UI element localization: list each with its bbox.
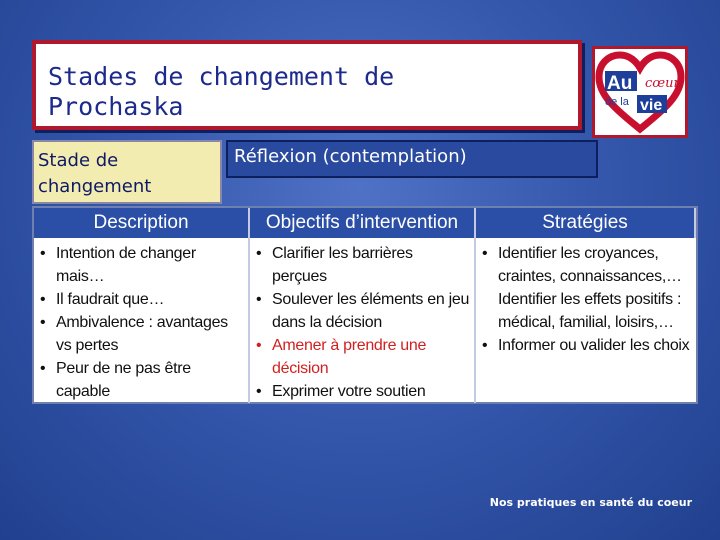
header-description: Description (34, 208, 250, 238)
list-item-highlighted: • Amener à prendre une décision (254, 334, 470, 380)
list-item: • Informer ou valider les choix (480, 334, 692, 357)
list-item: • Clarifier les barrières perçues (254, 242, 470, 288)
logo-text-vie: vie (640, 97, 663, 114)
stages-table (32, 206, 698, 404)
header-objectifs: Objectifs d’intervention (250, 208, 476, 238)
footer-tagline: Nos pratiques en santé du coeur (489, 496, 692, 509)
description-cell (34, 238, 250, 403)
logo-text-de-la: de la (605, 96, 629, 108)
au-coeur-de-la-vie-logo (592, 46, 688, 138)
title-box (32, 40, 582, 130)
list-item: • Identifier les croyances, craintes, connaissances,… (480, 242, 692, 288)
list-item: • Exprimer votre soutien (254, 380, 470, 403)
stage-label: Stade de changement (32, 140, 222, 204)
list-item: • Ambivalence : avantages vs pertes (38, 311, 244, 357)
list-item: Identifier les effets positifs : médical, familial, loisirs,… (498, 291, 682, 331)
stage-value: Réflexion (contemplation) (226, 140, 598, 178)
slide-title: Stades de changement de Prochaska (48, 62, 395, 121)
list-item: • Peur de ne pas être capable (38, 357, 244, 403)
header-strategies: Stratégies (476, 208, 696, 238)
list-item: • Il faudrait que… (38, 288, 244, 311)
objectifs-cell (250, 238, 476, 403)
heart-logo-icon (595, 49, 685, 135)
logo-text-coeur: cœur (645, 76, 680, 91)
strategies-cell (476, 238, 696, 403)
logo-text-au: Au (607, 73, 633, 94)
list-item: • Intention de changer mais… (38, 242, 244, 288)
list-item: • Soulever les éléments en jeu dans la décision (254, 288, 470, 334)
